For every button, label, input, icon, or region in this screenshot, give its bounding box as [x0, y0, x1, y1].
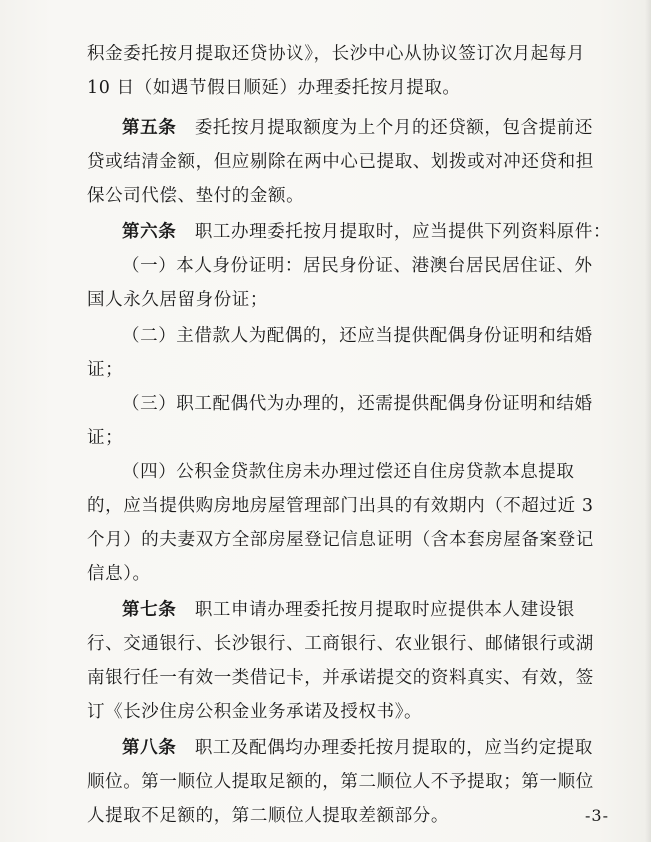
- body-line: 个月）的夫妻双方全部房屋登记信息证明（含本套房屋备案登记: [87, 530, 594, 550]
- body-line: 的，应当提供购房地房屋管理部门出具的有效期内（不超过近 3: [87, 496, 594, 516]
- page-number: -3-: [585, 806, 609, 825]
- body-line: 证；: [87, 360, 124, 380]
- body-line: 证；: [87, 428, 124, 448]
- body-line: 信息）。: [87, 564, 151, 584]
- body-line: 积金委托按月提取还贷协议》，长沙中心从协议签订次月起每月: [87, 44, 586, 64]
- body-line: 10 日（如遇节假日顺延）办理委托按月提取。: [87, 78, 461, 98]
- body-line: 行、交通银行、长沙银行、工商银行、农业银行、邮储银行或湖: [87, 634, 594, 654]
- body-line: 订《长沙住房公积金业务承诺及授权书》。: [87, 702, 423, 722]
- list-item-2: （二）主借款人为配偶的，还应当提供配偶身份证明和结婚: [122, 326, 593, 346]
- body-line: 人提取不足额的，第二顺位人提取差额部分。: [87, 806, 449, 826]
- article-5-label: 第五条: [122, 118, 177, 138]
- article-7-line: 第七条 职工申请办理委托按月提取时应提供本人建设银: [122, 600, 575, 620]
- article-6-line: 第六条 职工办理委托按月提取时，应当提供下列资料原件：: [122, 222, 612, 242]
- article-8-line: 第八条 职工及配偶均办理委托按月提取的，应当约定提取: [122, 738, 594, 758]
- body-line: 保公司代偿、垫付的金额。: [87, 186, 305, 206]
- body-line: 国人永久居留身份证；: [87, 290, 268, 310]
- scan-edge-shadow: [645, 0, 651, 842]
- article-8-label: 第八条: [122, 738, 177, 758]
- article-6-label: 第六条: [122, 222, 177, 242]
- article-7-label: 第七条: [122, 600, 177, 620]
- body-line: 南银行任一有效一类借记卡，并承诺提交的资料真实、有效，签: [87, 668, 594, 688]
- body-line: 顺位。第一顺位人提取足额的，第二顺位人不予提取；第一顺位: [87, 772, 594, 792]
- list-item-1: （一）本人身份证明：居民身份证、港澳台居民居住证、外: [122, 256, 593, 276]
- body-line: 贷或结清金额，但应剔除在两中心已提取、划拨或对冲还贷和担: [87, 152, 594, 172]
- list-item-3: （三）职工配偶代为办理的，还需提供配偶身份证明和结婚: [122, 394, 593, 414]
- article-5-line: 第五条 委托按月提取额度为上个月的还贷额，包含提前还: [122, 118, 594, 138]
- list-item-4: （四）公积金贷款住房未办理过偿还自住房贷款本息提取: [122, 462, 575, 482]
